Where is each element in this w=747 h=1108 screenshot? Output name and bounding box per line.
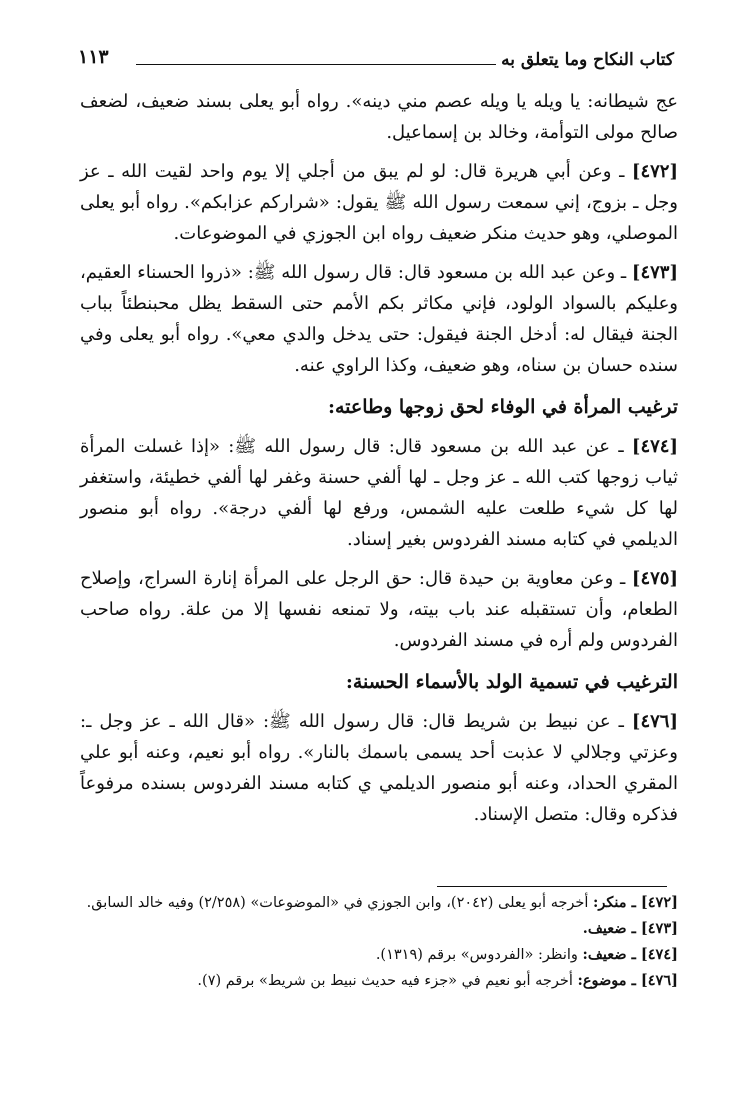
hadith-number: [٤٧٣] [631, 262, 678, 283]
footnote-label: [٤٧٦] ـ موضوع: [577, 972, 678, 989]
footnote-474 [80, 942, 678, 968]
hadith-number: [٤٧٦] [631, 711, 678, 732]
page-number: ١١٣ [78, 46, 109, 68]
hadith-473 [80, 257, 678, 381]
footnote-text: أخرجه أبو يعلى (٢٠٤٢)، وابن الجوزي في «الموضوعات» (٢/٢٥٨) وفيه خالد السابق. [86, 895, 589, 911]
paragraph-text: عج شيطانه: يا ويله يا ويله عصم مني دينه». رواه أبو يعلى بسند ضعيف، لضعف صالح مولى التوأمة، وخالد بن إسماعيل. [80, 91, 678, 143]
main-text [80, 86, 678, 838]
hadith-number: [٤٧٤] [631, 436, 678, 457]
footnote-473 [80, 916, 678, 942]
hadith-476 [80, 706, 678, 830]
footnote-472 [80, 890, 678, 916]
hadith-475 [80, 563, 678, 656]
hadith-number: [٤٧٥] [631, 568, 678, 589]
footnote-text: أخرجه أبو نعيم في «جزء فيه حديث نبيط بن شريط» برقم (٧). [197, 973, 573, 989]
hadith-text: ـ وعن معاوية بن حيدة قال: حق الرجل على المرأة إنارة السراج، وإصلاح الطعام، وأن تستقبله عند باب بيته، ولا تمنعه نفسها إلا من علة. رواه صاحب الفردوس ولم أره في مسند الفردوس. [80, 568, 678, 651]
section-heading-wife-obedience: ترغيب المرأة في الوفاء لحق زوجها وطاعته: [327, 396, 678, 418]
hadith-474 [80, 431, 678, 555]
hadith-text: ـ وعن أبي هريرة قال: لو لم يبق من أجلي إلا يوم واحد لقيت الله ـ عز وجل ـ بزوج، إني سمعت رسول الله ﷺ يقول: «شراركم عزابكم». رواه أبو يعلى الموصلي، وهو حديث منكر ضعيف رواه ابن الجوزي في الموضوعات. [80, 161, 678, 244]
footnote-label: [٤٧٤] ـ ضعيف: [582, 946, 678, 963]
footnote-476 [80, 968, 678, 994]
hadith-text: ـ وعن عبد الله بن مسعود قال: قال رسول الله ﷺ: «ذروا الحسناء العقيم، وعليكم بالسواد الولود، فإني مكاثر بكم الأمم حتى السقط يظل محبنطئاً بباب الجنة فيقال له: أدخل الجنة فيقول: حتى يدخل والدي معي». رواه أبو يعلى وفي سنده حسان بن سناه، وهو ضعيف، وكذا الراوي عنه. [80, 262, 678, 376]
header-rule [136, 64, 496, 65]
footnote-text: وانظر: «الفردوس» برقم (١٣١٩). [375, 947, 578, 963]
hadith-number: [٤٧٢] [631, 161, 678, 182]
footnote-label: [٤٧٢] ـ منكر: [593, 894, 678, 911]
page-header [78, 46, 674, 76]
footnote-separator [437, 886, 667, 887]
running-title: كتاب النكاح وما يتعلق به [501, 50, 674, 70]
hadith-text: ـ عن نبيط بن شريط قال: قال رسول الله ﷺ: «قال الله ـ عز وجل ـ: وعزتي وجلالي لا عذبت أحد يسمى باسمك بالنار». رواه أبو نعيم، وعنه أبو علي المقري الحداد، وعنه أبو منصور الديلمي ي كتابه مسند الفردوس بسنده مرفوعاً فذكره وقال: متصل الإسناد. [80, 711, 678, 825]
paragraph-continuation [80, 86, 678, 148]
footnote-label: [٤٧٣] ـ ضعيف. [582, 920, 678, 937]
hadith-472 [80, 156, 678, 249]
hadith-text: ـ عن عبد الله بن مسعود قال: قال رسول الله ﷺ: «إذا غسلت المرأة ثياب زوجها كتب الله ـ عز وجل ـ لها ألفي حسنة وغفر لها ألفي خطيئة، واستغفر لها كل شيء طلعت عليه الشمس، ورفع لها ألفي درجة». رواه أبو منصور الديلمي في كتابه مسند الفردوس بغير إسناد. [80, 436, 678, 550]
section-heading-naming-children: الترغيب في تسمية الولد بالأسماء الحسنة: [345, 671, 678, 693]
footnotes [80, 890, 678, 994]
